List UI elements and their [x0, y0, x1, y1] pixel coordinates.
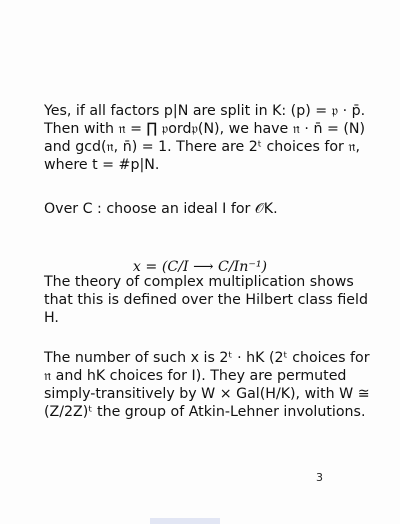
page-number: 3 [316, 471, 323, 484]
text-line: Over C : choose an ideal I for 𝒪K. [44, 201, 278, 217]
paragraph-atkin-lehner [44, 349, 370, 421]
text-line: Then with 𝔫 = ∏ 𝔭ord𝔭(N), we have 𝔫 · n̄ = (N) [44, 121, 366, 137]
equation-line: x = (C/I ⟶ C/In⁻¹) [132, 259, 268, 275]
text-line: The number of such x is 2ᵗ · hK (2ᵗ choices for [44, 350, 370, 366]
text-line: Yes, if all factors p|N are split in K: (p) = 𝔭 · p̄. [44, 103, 366, 119]
paragraph-choose-ideal [44, 200, 362, 218]
text-line: (Z/2Z)ᵗ the group of Atkin-Lehner involutions. [44, 404, 366, 420]
text-line: that this is defined over the Hilbert class field [44, 292, 368, 308]
text-line: 𝔫 and hK choices for I). They are permuted [44, 368, 347, 384]
text-line: simply-transitively by W × Gal(H/K), with W ≅ [44, 386, 370, 402]
paragraph-split-factors [44, 102, 366, 174]
text-line: The theory of complex multiplication shows [44, 274, 354, 290]
paragraph-complex-multiplication [44, 273, 368, 327]
text-line: and gcd(𝔫, n̄) = 1. There are 2ᵗ choices for 𝔫, [44, 139, 361, 155]
text-line: H. [44, 310, 59, 326]
text-line: where t = #p|N. [44, 157, 160, 173]
